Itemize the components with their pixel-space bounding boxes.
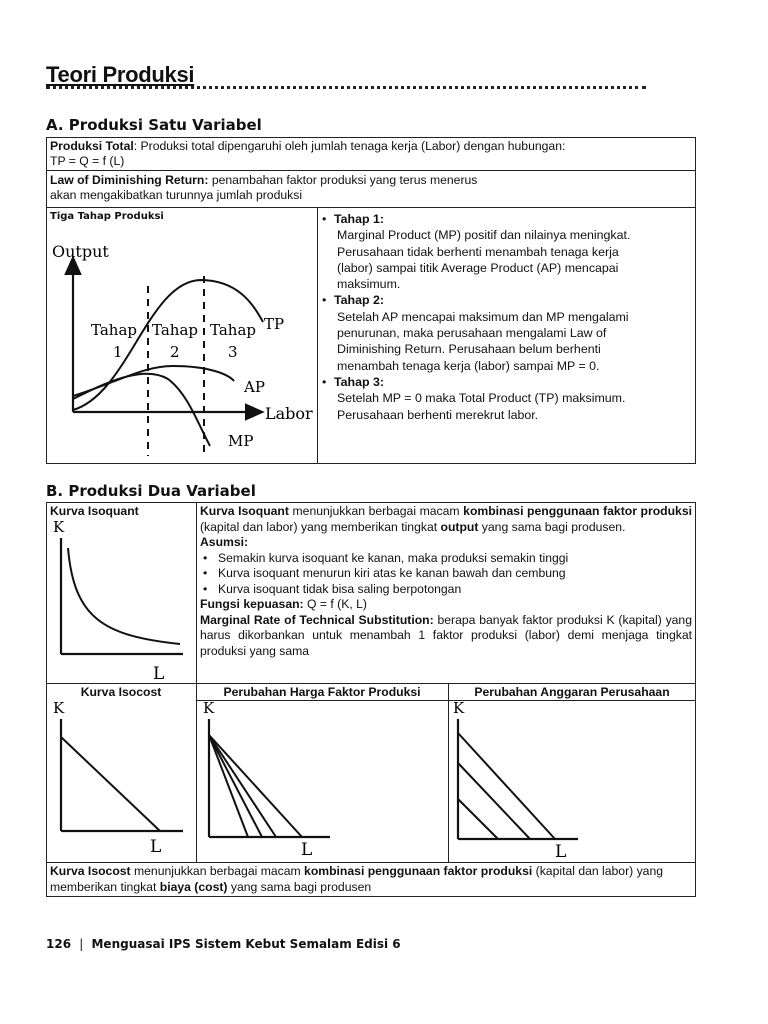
price-k-label: K	[203, 699, 215, 717]
isoquant-title: Kurva Isoquant	[50, 504, 139, 518]
table-b-divider-1	[46, 683, 696, 684]
table-a-col-divider	[317, 207, 318, 464]
stage-1-line: Marginal Product (MP) positif dan nilainya meningkat.	[337, 228, 631, 243]
isocost-k-label: K	[53, 699, 65, 717]
ldr-text-2: akan mengakibatkan turunnya jumlah produksi	[50, 188, 303, 202]
mp-label: MP	[228, 432, 254, 450]
table-a-divider-2	[46, 207, 696, 208]
isoquant-text: yang sama bagi produsen.	[478, 519, 626, 534]
produksi-total-label: Produksi Total	[50, 139, 134, 153]
title-dotted-rule	[46, 86, 646, 89]
table-b-col-divider-2	[448, 683, 449, 862]
fungsi-label: Fungsi kepuasan:	[200, 597, 304, 611]
isoquant-k-label: K	[53, 518, 65, 536]
stage-3-title: Tahap 3:	[334, 374, 385, 389]
anggaran-title: Perubahan Anggaran Perusahaan	[474, 685, 670, 699]
mrts-label: Marginal Rate of Technical Substitution:	[200, 612, 434, 627]
asumsi-item: • Kurva isoquant tidak bisa saling berpotongan	[200, 582, 692, 598]
stage-2-line: Diminishing Return. Perusahaan belum berhenti	[337, 342, 601, 357]
budget-l-label: L	[555, 842, 567, 861]
stages-title: Tiga Tahap Produksi	[50, 211, 164, 222]
price-change-graph	[198, 699, 446, 861]
price-l-label: L	[301, 840, 313, 860]
fungsi-row	[200, 597, 692, 613]
stage-2-line: Setelah AP mencapai maksimum dan MP mengalami	[337, 309, 629, 324]
page-title: Teori Produksi	[46, 62, 195, 87]
stage-1-line: maksimum.	[337, 277, 401, 292]
tahap-3-number: 3	[228, 343, 238, 361]
section-a-heading: A. Produksi Satu Variabel	[46, 116, 262, 134]
isoquant-term: Kurva Isoquant	[200, 504, 289, 518]
book-title: Menguasai IPS Sistem Kebut Semalam Edisi 6	[91, 937, 401, 951]
ap-curve	[73, 366, 234, 396]
isoquant-text: (kapital dan labor) yang memberikan tingkat	[200, 519, 441, 534]
isoquant-graph	[48, 518, 194, 682]
budget-k-label: K	[453, 699, 465, 717]
price-line	[209, 735, 302, 837]
isocost-text: yang sama bagi produsen	[227, 879, 372, 894]
isoquant-text: menunjukkan berbagai macam	[288, 504, 464, 518]
isoquant-emphasis: kombinasi penggunaan faktor produksi	[463, 504, 692, 518]
isocost-l-label: L	[150, 837, 162, 857]
budget-line	[458, 799, 498, 839]
isocost-emphasis: kombinasi penggunaan faktor produksi	[304, 864, 533, 878]
stage-3: • Tahap 3: Setelah MP = 0 maka Total Product (TP) maksimum. Perusahaan berhenti merekrut labor.	[322, 374, 692, 423]
budget-line	[458, 733, 555, 839]
table-a-divider-1	[46, 170, 696, 171]
page-footer	[46, 937, 401, 951]
isocost-text: (kapital dan labor) yang memberikan tingkat	[50, 864, 664, 894]
ap-label: AP	[244, 378, 265, 396]
isocost-term: Kurva Isocost	[50, 864, 131, 878]
asumsi-item: • Kurva isoquant menurun kiri atas ke kanan bawah dan cembung	[200, 566, 692, 582]
ldr-label: Law of Diminishing Return:	[50, 173, 209, 187]
stage-1-line: (labor) sampai titik Average Product (AP) mencapai	[337, 260, 619, 275]
footer-separator: |	[79, 937, 84, 951]
tahap-2-number: 2	[170, 343, 180, 361]
stage-2-title: Tahap 2:	[334, 293, 385, 308]
tp-label: TP	[264, 315, 285, 333]
isoquant-l-label: L	[153, 664, 165, 682]
stages-description	[322, 211, 692, 423]
output-axis-label: Output	[52, 242, 109, 261]
isocost-description	[50, 864, 692, 895]
three-stages-graph	[48, 224, 316, 462]
mrts-text: berapa banyak faktor produksi K (kapital) yang harus dikorbankan untuk menambah 1 faktor produksi (labor) demi menjaga tingkat produksi yang sama	[200, 612, 692, 658]
price-line	[209, 735, 262, 837]
page-number: 126	[46, 937, 72, 951]
table-b-divider-2	[46, 862, 696, 863]
asumsi-label: Asumsi:	[200, 535, 249, 549]
mp-curve	[73, 374, 210, 446]
tahap-1-label: Tahap	[91, 321, 137, 339]
tahap-1-number: 1	[113, 343, 123, 361]
stage-3-line: Perusahaan berhenti merekrut labor.	[337, 407, 539, 422]
fungsi-text: Q = f (K, L)	[303, 597, 367, 611]
produksi-total-text: : Produksi total dipengaruhi oleh jumlah tenaga kerja (Labor) dengan hubungan:	[133, 139, 566, 153]
tahap-3-label: Tahap	[210, 321, 256, 339]
ldr-text: penambahan faktor produksi yang terus menerus	[208, 173, 478, 187]
harga-title: Perubahan Harga Faktor Produksi	[223, 685, 421, 699]
isocost-line	[61, 737, 160, 831]
labor-axis-label: Labor	[265, 404, 313, 423]
tahap-2-label: Tahap	[152, 321, 198, 339]
asumsi-item: • Semakin kurva isoquant ke kanan, maka produksi semakin tinggi	[200, 551, 692, 567]
table-b-col-divider-1	[196, 502, 197, 862]
isoquant-curve	[68, 548, 180, 644]
isoquant-definition	[200, 504, 692, 535]
stage-2-line: menambah tenaga kerja (labor) sampai MP = 0.	[337, 358, 600, 373]
ldr-row	[50, 173, 690, 203]
stage-1-line: Perusahaan tidak berhenti menambah tenaga kerja	[337, 244, 619, 259]
produksi-total-row	[50, 139, 690, 169]
isoquant-description	[200, 504, 692, 659]
asumsi-list	[200, 551, 692, 598]
isoquant-emphasis: output	[440, 519, 479, 534]
stage-2: • Tahap 2: Setelah AP mencapai maksimum dan MP mengalami penurunan, maka perusahaan mengalami Law of Diminishing Return. Perusahaan belum berhenti menambah tenaga kerja (labor) sampai MP = 0.	[322, 292, 692, 373]
produksi-total-formula: TP = Q = f (L)	[50, 154, 125, 168]
stage-1: • Tahap 1: Marginal Product (MP) positif dan nilainya meningkat. Perusahaan tidak berhenti menambah tenaga kerja (labor) sampai titik Average Product (AP) mencapai maksimum.	[322, 211, 692, 292]
mrts-row	[200, 613, 692, 660]
stage-2-line: penurunan, maka perusahaan mengalami Law of	[337, 326, 607, 341]
stage-3-line: Setelah MP = 0 maka Total Product (TP) maksimum.	[337, 391, 626, 406]
stage-1-title: Tahap 1:	[334, 212, 385, 226]
isocost-graph	[48, 699, 194, 861]
isocost-text: menunjukkan berbagai macam	[130, 864, 305, 878]
budget-change-graph	[450, 699, 694, 861]
isocost-title: Kurva Isocost	[80, 685, 162, 699]
isocost-emphasis: biaya (cost)	[159, 879, 228, 894]
section-b-heading: B. Produksi Dua Variabel	[46, 482, 256, 500]
